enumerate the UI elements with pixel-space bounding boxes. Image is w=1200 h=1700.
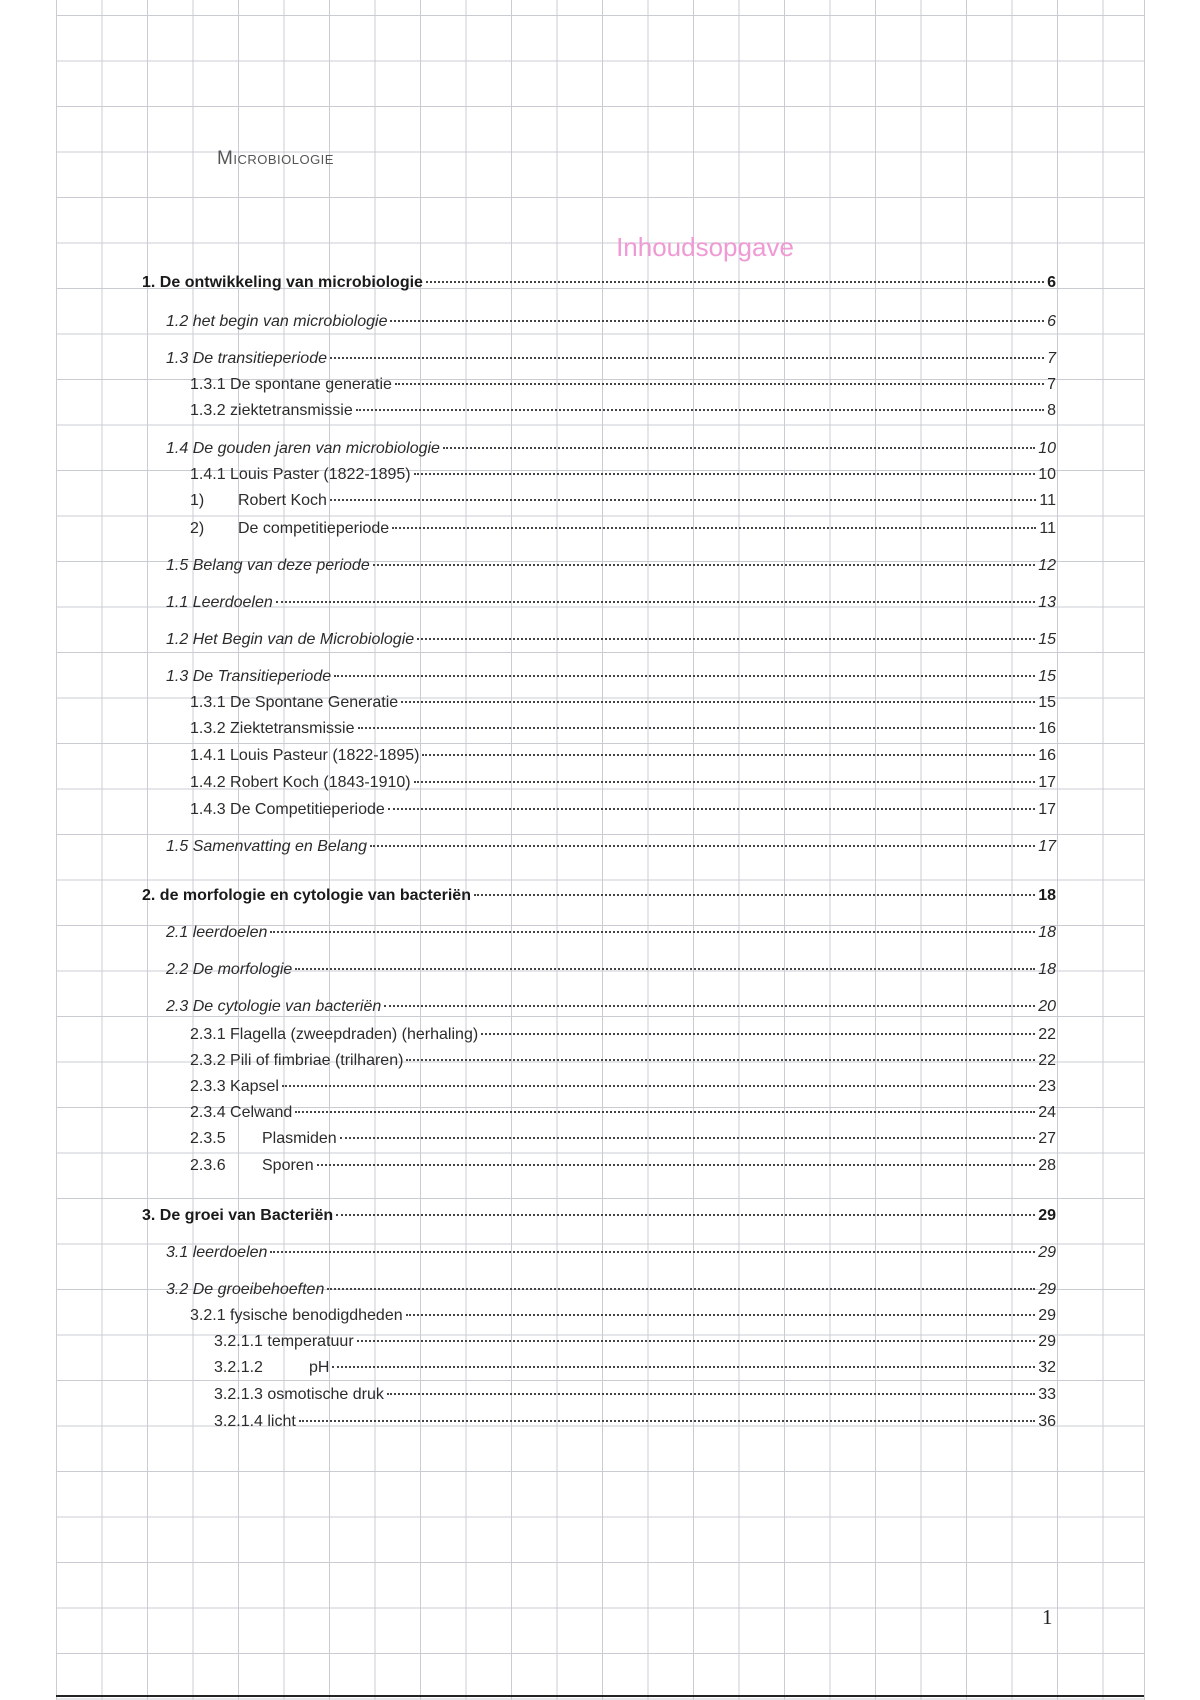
toc-entry-title: 1. De ontwikkeling van microbiologie (142, 274, 423, 291)
toc-entry-title: 1.3 De Transitieperiode (166, 668, 332, 685)
toc-entry[interactable] (166, 1279, 1056, 1301)
toc-entry[interactable] (190, 1076, 1056, 1098)
toc-entry[interactable] (166, 348, 1056, 370)
dot-leader (395, 383, 1044, 385)
toc-entry-title: pH (309, 1359, 330, 1376)
toc-entry-title: 2.3.2 Pili of fimbriae (trilharen) (190, 1052, 404, 1069)
toc-entry-title: 2.2 De morfologie (166, 961, 293, 978)
toc-entry[interactable] (166, 666, 1056, 688)
toc-entry[interactable] (190, 692, 1056, 714)
dot-leader (390, 320, 1044, 322)
dot-leader (357, 1340, 1036, 1342)
toc-entry-page: 24 (1038, 1104, 1056, 1121)
dot-leader (481, 1033, 1035, 1035)
toc-entry[interactable] (190, 400, 1056, 422)
dot-leader (406, 1059, 1035, 1061)
dot-leader (426, 281, 1044, 283)
toc-entry[interactable] (166, 555, 1056, 577)
toc-title: Inhoudsopgave (616, 232, 794, 262)
dot-leader (330, 357, 1044, 359)
toc-entry-page: 7 (1047, 376, 1056, 393)
toc-entry-page: 11 (1039, 520, 1056, 537)
dot-leader (332, 1366, 1035, 1368)
toc-entry-page: 15 (1038, 631, 1056, 648)
toc-entry-title: 2.1 leerdoelen (166, 924, 268, 941)
toc-entry[interactable] (190, 518, 1056, 540)
toc-entry[interactable] (190, 1155, 1056, 1177)
toc-entry-title: 2.3 De cytologie van bacteriën (166, 998, 382, 1015)
toc-entry-page: 16 (1038, 720, 1056, 737)
toc-entry[interactable] (142, 1205, 1056, 1227)
toc-entry[interactable] (190, 772, 1056, 794)
toc-entry-page: 13 (1038, 594, 1056, 611)
dot-leader (388, 808, 1035, 810)
dot-leader (406, 1314, 1036, 1316)
toc-entry-title: 1.4.3 De Competitieperiode (190, 801, 385, 818)
toc-entry-page: 7 (1047, 350, 1056, 367)
dot-leader (373, 564, 1035, 566)
dot-leader (327, 1288, 1035, 1290)
toc-entry-number: 2.3.5 (190, 1130, 226, 1147)
toc-entry-page: 15 (1038, 668, 1056, 685)
toc-entry-number: 1) (190, 492, 205, 509)
toc-entry[interactable] (190, 1102, 1056, 1124)
toc-entry-title: 1.3.1 De Spontane Generatie (190, 694, 399, 711)
toc-entry-page: 10 (1038, 440, 1056, 457)
dot-leader (414, 473, 1036, 475)
toc-entry[interactable] (190, 718, 1056, 740)
dot-leader (414, 781, 1036, 783)
toc-entry-page: 29 (1038, 1333, 1056, 1350)
toc-entry-page: 28 (1038, 1157, 1056, 1174)
toc-entry[interactable] (214, 1331, 1056, 1353)
toc-entry-page: 6 (1047, 274, 1056, 291)
toc-entry-title: 3. De groei van Bacteriën (142, 1207, 334, 1224)
toc-entry-title: 3.1 leerdoelen (166, 1244, 268, 1261)
toc-entry-title: 3.2.1 fysische benodigdheden (190, 1307, 403, 1324)
toc-entry-page: 27 (1038, 1130, 1056, 1147)
toc-entry[interactable] (166, 311, 1056, 333)
dot-leader (270, 1251, 1035, 1253)
toc-entry[interactable] (142, 272, 1056, 294)
toc-entry[interactable] (166, 996, 1056, 1018)
toc-entry[interactable] (190, 745, 1056, 767)
dot-leader (443, 447, 1035, 449)
toc-entry-title: 1.2 het begin van microbiologie (166, 313, 388, 330)
toc-entry-page: 11 (1039, 492, 1056, 509)
dot-leader (417, 638, 1035, 640)
page-number: 1 (1042, 1605, 1053, 1629)
toc-entry[interactable] (166, 922, 1056, 944)
dot-leader (295, 1111, 1035, 1113)
dot-leader (334, 675, 1035, 677)
toc-entry-page: 16 (1038, 747, 1056, 764)
toc-entry-page: 29 (1038, 1307, 1056, 1324)
toc-entry[interactable] (214, 1411, 1056, 1433)
toc-entry[interactable] (142, 885, 1056, 907)
toc-entry[interactable] (166, 959, 1056, 981)
dot-leader (270, 931, 1035, 933)
toc-entry-page: 29 (1038, 1207, 1056, 1224)
toc-entry[interactable] (214, 1384, 1056, 1406)
toc-entry[interactable] (190, 1128, 1056, 1150)
toc-entry-number: 3.2.1.2 (214, 1359, 263, 1376)
toc-entry-page: 15 (1038, 694, 1056, 711)
dot-leader (356, 409, 1044, 411)
toc-entry-title: 1.4.2 Robert Koch (1843-1910) (190, 774, 411, 791)
dot-leader (358, 727, 1036, 729)
toc-entry-title: 1.3.2 Ziektetransmissie (190, 720, 355, 737)
dot-leader (340, 1137, 1036, 1139)
toc-entry[interactable] (190, 799, 1056, 821)
dot-leader (282, 1085, 1035, 1087)
toc-entry-title: 1.5 Belang van deze periode (166, 557, 370, 574)
dot-leader (295, 968, 1035, 970)
toc-entry-title: 3.2.1.3 osmotische druk (214, 1386, 384, 1403)
toc-entry-title: 1.4.1 Louis Pasteur (1822-1895) (190, 747, 420, 764)
toc-entry-page: 33 (1038, 1386, 1056, 1403)
toc-entry-page: 20 (1038, 998, 1056, 1015)
toc-entry[interactable] (190, 374, 1056, 396)
running-head: Microbiologie (217, 148, 334, 169)
dot-leader (422, 754, 1035, 756)
toc-entry-title: 1.4.1 Louis Paster (1822-1895) (190, 466, 411, 483)
toc-entry[interactable] (166, 438, 1056, 460)
toc-entry[interactable] (190, 1050, 1056, 1072)
toc-entry[interactable] (214, 1357, 1056, 1379)
dot-leader (317, 1164, 1036, 1166)
toc-entry-page: 17 (1038, 774, 1056, 791)
toc-entry-page: 12 (1038, 557, 1056, 574)
toc-entry-title: 1.3 De transitieperiode (166, 350, 327, 367)
toc-entry[interactable] (190, 490, 1056, 512)
toc-entry-page: 29 (1038, 1281, 1056, 1298)
toc-entry[interactable] (166, 592, 1056, 614)
toc-entry-title: 1.2 Het Begin van de Microbiologie (166, 631, 415, 648)
dot-leader (387, 1393, 1035, 1395)
toc-entry-number: 2) (190, 520, 205, 537)
toc-entry-title: 2.3.1 Flagella (zweepdraden) (herhaling) (190, 1026, 479, 1043)
toc-entry-title: Robert Koch (238, 492, 327, 509)
toc-entry[interactable] (166, 1242, 1056, 1264)
toc-entry-page: 22 (1038, 1052, 1056, 1069)
toc-entry-page: 18 (1038, 961, 1056, 978)
dot-leader (370, 845, 1035, 847)
toc-entry-page: 36 (1038, 1413, 1056, 1430)
toc-entry-title: De competitieperiode (238, 520, 390, 537)
toc-entry[interactable] (190, 464, 1056, 486)
dot-leader (392, 527, 1036, 529)
toc-entry-title: 1.3.1 De spontane generatie (190, 376, 392, 393)
toc-entry-page: 17 (1038, 838, 1056, 855)
toc-entry-title: 3.2.1.1 temperatuur (214, 1333, 354, 1350)
toc-entry-page: 23 (1038, 1078, 1056, 1095)
toc-entry-title: 3.2 De groeibehoeften (166, 1281, 325, 1298)
toc-entry-page: 18 (1038, 887, 1056, 904)
toc-entry-title: 2. de morfologie en cytologie van bacteriën (142, 887, 471, 904)
toc-entry-title: 1.4 De gouden jaren van microbiologie (166, 440, 440, 457)
toc-entry-page: 32 (1038, 1359, 1056, 1376)
toc-entry-title: 2.3.3 Kapsel (190, 1078, 279, 1095)
toc-entry[interactable] (166, 629, 1056, 651)
toc-entry-title: 2.3.4 Celwand (190, 1104, 293, 1121)
toc-entry-page: 6 (1047, 313, 1056, 330)
toc-entry[interactable] (166, 836, 1056, 858)
dot-leader (401, 701, 1035, 703)
toc-entry-page: 8 (1047, 402, 1056, 419)
toc-entry-title: 1.3.2 ziektetransmissie (190, 402, 353, 419)
toc-entry-page: 18 (1038, 924, 1056, 941)
toc-entry-title: 1.5 Samenvatting en Belang (166, 838, 368, 855)
toc-entry-page: 10 (1038, 466, 1056, 483)
toc-entry-number: 2.3.6 (190, 1157, 226, 1174)
toc-entry-page: 29 (1038, 1244, 1056, 1261)
dot-leader (299, 1420, 1035, 1422)
toc-entry[interactable] (190, 1024, 1056, 1046)
dot-leader (474, 894, 1035, 896)
dot-leader (276, 601, 1035, 603)
dot-leader (336, 1214, 1035, 1216)
toc-entry-page: 22 (1038, 1026, 1056, 1043)
toc-entry[interactable] (190, 1305, 1056, 1327)
toc-entry-page: 17 (1038, 801, 1056, 818)
toc-entry-title: 3.2.1.4 licht (214, 1413, 296, 1430)
toc-entry-title: Plasmiden (262, 1130, 337, 1147)
dot-leader (384, 1005, 1035, 1007)
toc-entry-title: Sporen (262, 1157, 314, 1174)
dot-leader (330, 499, 1036, 501)
toc-entry-title: 1.1 Leerdoelen (166, 594, 273, 611)
